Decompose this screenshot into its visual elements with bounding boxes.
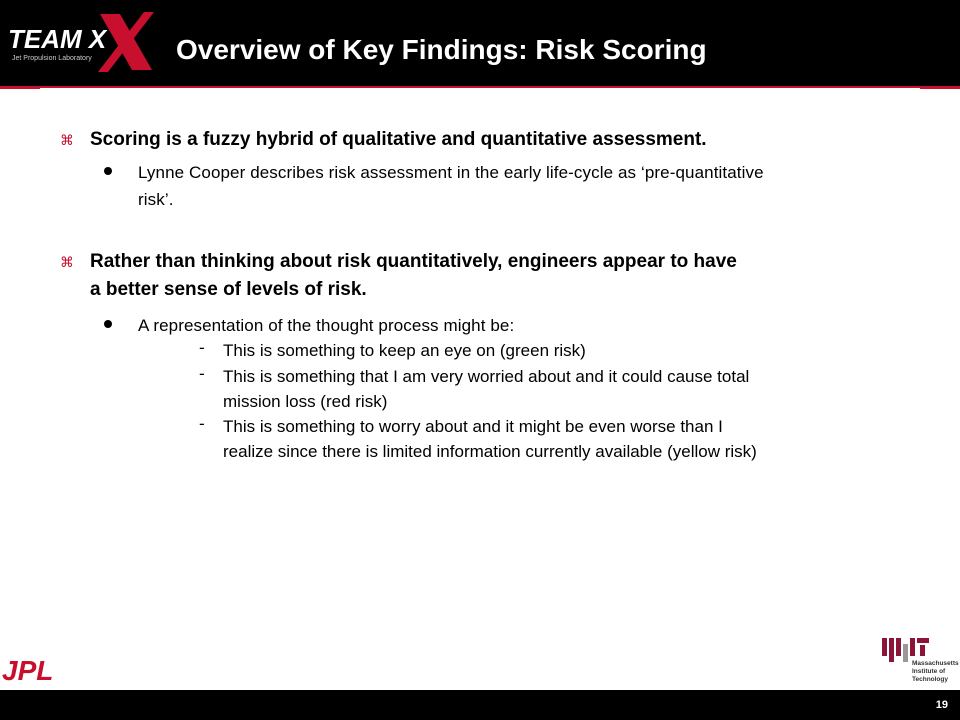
x-mark-icon: ⌘ xyxy=(60,132,74,148)
team-x-logo-subtext: Jet Propulsion Laboratory xyxy=(12,55,92,62)
section-1-heading: Scoring is a fuzzy hybrid of qualitative and quantitative assessment. xyxy=(90,129,707,150)
footer-bar xyxy=(0,690,960,720)
jpl-logo-text: JPL xyxy=(2,655,54,684)
dash-bullet: - xyxy=(199,364,205,383)
dash-bullet: - xyxy=(199,414,205,433)
mit-logo-text: Massachusetts Institute of Technology xyxy=(912,660,959,683)
section-1-bullet-1-line-2: risk’. xyxy=(138,190,174,209)
page-number: 19 xyxy=(935,699,948,711)
sub-item-2-line-2: mission loss (red risk) xyxy=(223,392,388,411)
slide-title: Overview of Key Findings: Risk Scoring xyxy=(176,34,707,65)
team-x-logo-text: TEAM X xyxy=(8,24,107,54)
dot-icon xyxy=(104,167,112,175)
dot-icon xyxy=(104,320,112,328)
section-2-heading-line-2: a better sense of levels of risk. xyxy=(90,279,367,300)
dash-bullet: - xyxy=(199,338,205,357)
x-mark-icon: ⌘ xyxy=(60,254,74,270)
sub-item-2-line-1: This is something that I am very worried about and it could cause total xyxy=(223,367,750,386)
sub-item-1-line-1: This is something to keep an eye on (green risk) xyxy=(223,341,586,360)
section-2-heading-line-1: Rather than thinking about risk quantitatively, engineers appear to have xyxy=(90,251,737,272)
section-1-bullet-1-line-1: Lynne Cooper describes risk assessment in the early life-cycle as ‘pre-quantitative xyxy=(138,163,764,182)
sub-item-3-line-2: realize since there is limited information currently available (yellow risk) xyxy=(223,442,757,461)
jpl-logo xyxy=(2,654,64,684)
section-2-bullet-1: A representation of the thought process might be: xyxy=(138,316,515,335)
sub-item-3-line-1: This is something to worry about and it might be even worse than I xyxy=(223,417,723,436)
